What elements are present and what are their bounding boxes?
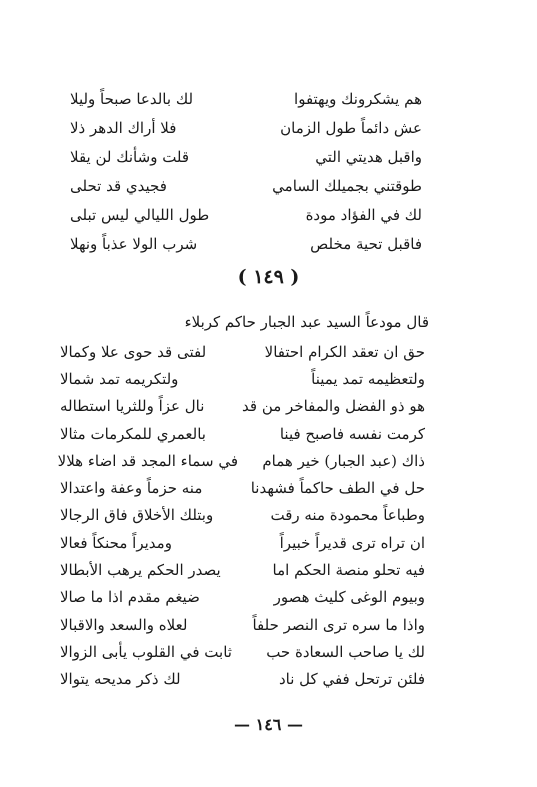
verse-second-hemistich: طول الليالي ليس تبلى xyxy=(70,205,210,224)
verse-line xyxy=(60,474,425,501)
verse-line xyxy=(70,113,422,142)
verse-second-hemistich: شرب الولا عذباً ونهلا xyxy=(70,234,198,253)
verse-second-hemistich: لك بالدعا صبحاً وليلا xyxy=(70,89,194,108)
verse-first-hemistich: لك يا صاحب السعادة حب xyxy=(266,642,425,661)
verse-first-hemistich: فيه تحلو منصة الحكم اما xyxy=(272,561,425,580)
verse-line xyxy=(60,338,425,365)
verse-line xyxy=(60,420,425,447)
verse-first-hemistich: واذا ما سره ترى النصر حلفاً xyxy=(252,615,425,634)
verse-second-hemistich: منه حزماً وعفة واعتدالا xyxy=(60,479,203,498)
verse-line xyxy=(70,200,422,229)
verse-second-hemistich: ضيغم مقدم اذا ما صالا xyxy=(60,588,200,607)
verse-line xyxy=(60,556,425,583)
verse-line xyxy=(60,611,425,638)
verse-second-hemistich: قلت وشأنك لن يقلا xyxy=(70,147,190,166)
poem-continuation xyxy=(70,84,422,258)
verse-first-hemistich: ان تراه ترى قديراً خبيراً xyxy=(279,533,425,552)
verse-line xyxy=(60,638,425,665)
verse-first-hemistich: هو ذو الفضل والمفاخر من قد xyxy=(242,397,425,416)
verse-first-hemistich: هم يشكرونك ويهتفوا xyxy=(294,89,422,108)
verse-first-hemistich: ذاك (عبد الجبار) خير همام xyxy=(262,451,425,470)
verse-line xyxy=(57,447,425,474)
verse-first-hemistich: وطباعاً محمودة منه رقت xyxy=(270,506,425,525)
verse-line xyxy=(60,529,425,556)
verse-second-hemistich: لك ذكر مديحه يتوالا xyxy=(60,670,181,689)
verse-first-hemistich: طوقتني بجميلك السامي xyxy=(272,176,422,195)
verse-first-hemistich: وبيوم الوغى كليث هصور xyxy=(273,588,425,607)
verse-second-hemistich: لفتى قد حوى علا وكمالا xyxy=(60,342,207,361)
verse-first-hemistich: واقبل هديتي التي xyxy=(315,147,422,166)
verse-second-hemistich: في سماء المجد قد اضاء هلالا xyxy=(57,451,238,470)
verse-first-hemistich: ولتعظيمه تمد يميناً xyxy=(311,369,425,388)
verse-first-hemistich: فاقبل تحية مخلص xyxy=(310,234,422,253)
verse-line xyxy=(70,84,422,113)
verse-first-hemistich: حق ان تعقد الكرام احتفالا xyxy=(264,342,425,361)
verse-line xyxy=(60,393,425,420)
verse-first-hemistich: كرمت نفسه فاصبح فينا xyxy=(279,424,425,443)
verse-line xyxy=(60,584,425,611)
verse-second-hemistich: فلا أراك الدهر ذلا xyxy=(70,118,177,137)
page-number: — ١٤٦ — xyxy=(234,715,303,734)
poem-number-heading: ( ١٤٩ ) xyxy=(237,266,300,288)
verse-line xyxy=(70,171,422,200)
verse-second-hemistich: ولتكريمه تمد شمالا xyxy=(60,369,179,388)
verse-second-hemistich: لعلاه والسعد والاقبالا xyxy=(60,615,188,634)
verse-first-hemistich: فلئن ترتحل ففي كل ناد xyxy=(278,670,425,689)
verse-line xyxy=(60,666,425,693)
verse-second-hemistich: ومديراً محنكاً فعالا xyxy=(60,533,172,552)
verse-line xyxy=(60,365,425,392)
verse-second-hemistich: وبتلك الأخلاق فاق الرجالا xyxy=(60,506,214,525)
verse-second-hemistich: نال عزاً وللثريا استطاله xyxy=(60,397,205,416)
verse-first-hemistich: حل في الطف حاكماً فشهدنا xyxy=(250,479,425,498)
verse-line xyxy=(60,502,425,529)
poem-body xyxy=(57,338,425,693)
verse-second-hemistich: يصدر الحكم يرهب الأبطالا xyxy=(60,561,221,580)
poem-introduction: قال مودعاً السيد عبد الجبار حاكم كربلاء xyxy=(184,313,429,331)
verse-line xyxy=(70,142,422,171)
verse-first-hemistich: عش دائماً طول الزمان xyxy=(280,118,422,137)
verse-first-hemistich: لك في الفؤاد مودة xyxy=(305,205,422,224)
verse-second-hemistich: بالعمري للمكرمات مثالا xyxy=(60,424,206,443)
verse-second-hemistich: فجيدي قد تحلى xyxy=(70,176,167,195)
verse-second-hemistich: ثابت في القلوب يأبى الزوالا xyxy=(60,642,232,661)
verse-line xyxy=(70,229,422,258)
